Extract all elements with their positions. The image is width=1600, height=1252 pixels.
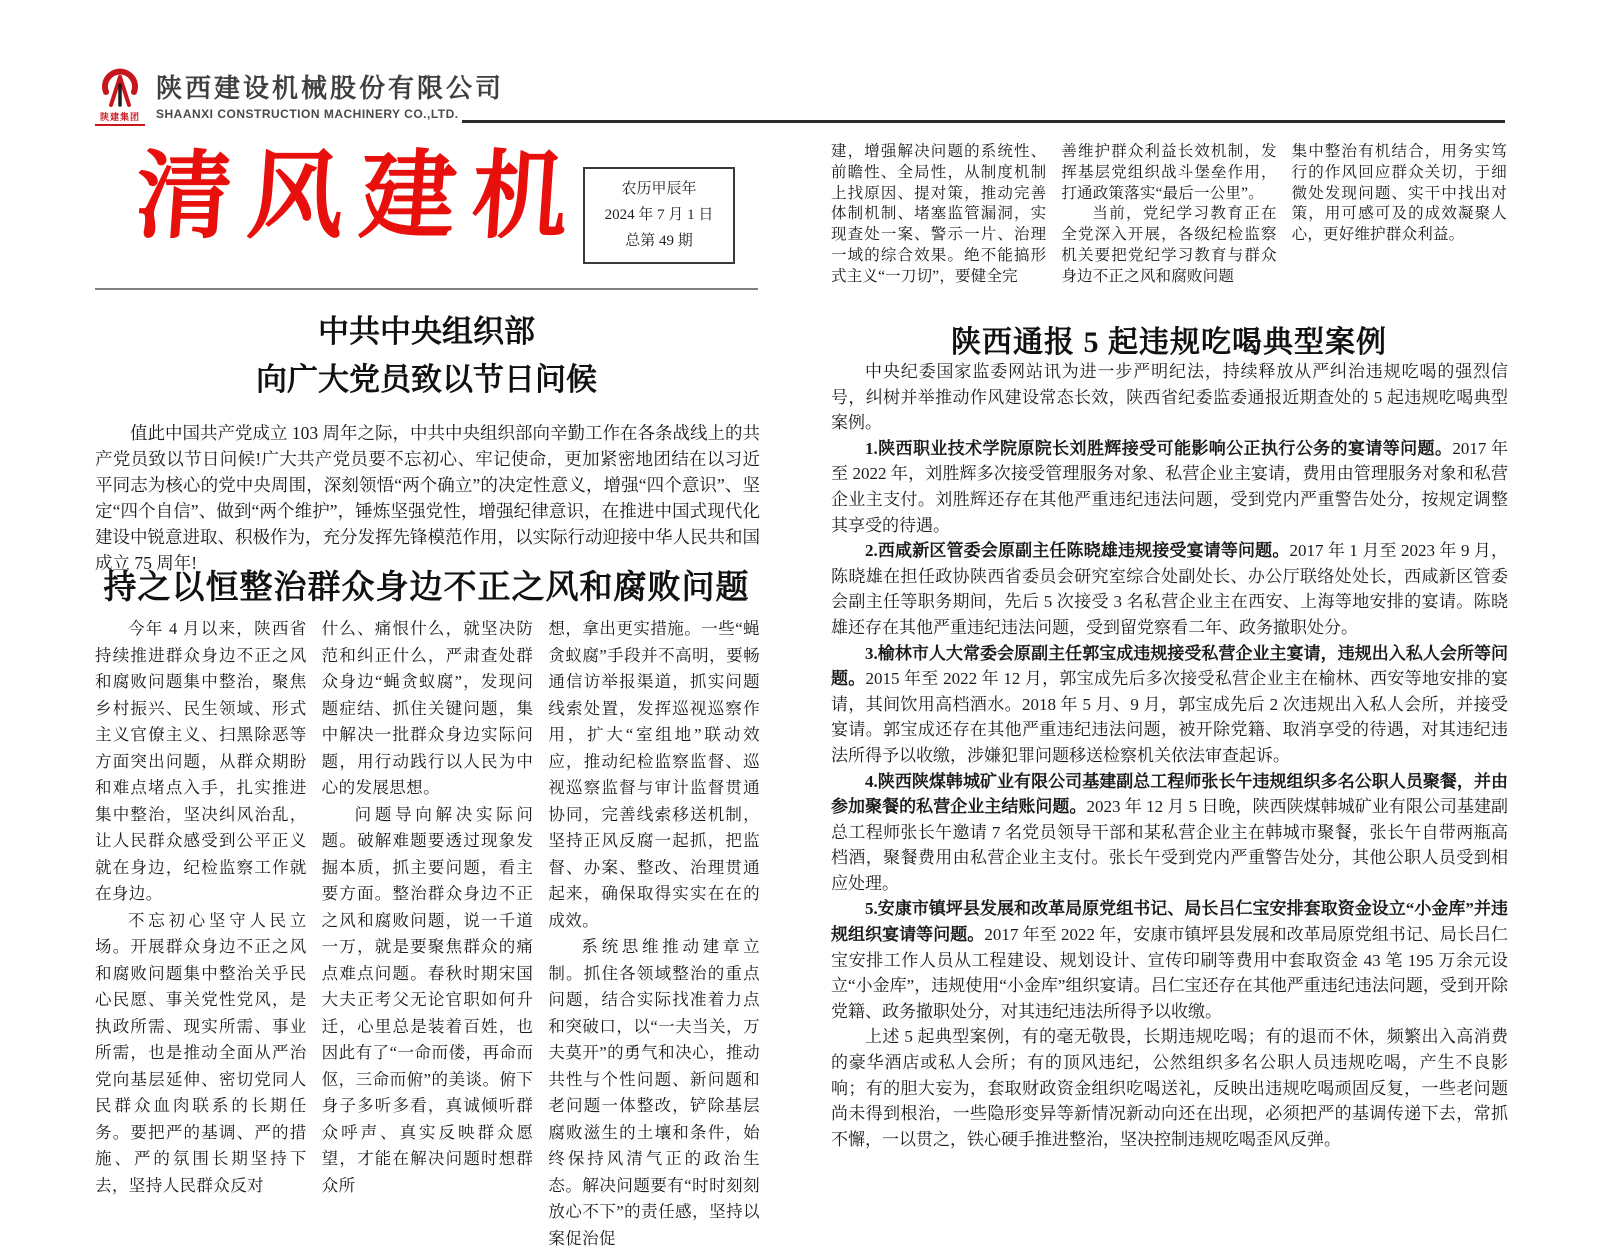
header-divider: [462, 120, 1505, 123]
issue-date: 2024 年 7 月 1 日: [604, 206, 714, 223]
continuation-column-2: [1061, 142, 1276, 288]
article3-title: 陕西通报 5 起违规吃喝典型案例: [951, 326, 1387, 359]
logo-group-label: 陕建集团: [95, 110, 145, 126]
article2-column-1: [95, 616, 307, 1252]
article2-c1-p2: 不忘初心坚守人民立场。开展群众身边不正之风和腐败问题集中整治关乎民心民愿、事关党性党风，是执政所需、现实所需、事业所需，也是推动全面从严治党向基层延伸、密切党同人民群众血肉联系的长期任务。要把严的基调、严的措施、严的氛围长期坚持下去，坚持人民群众反对: [95, 910, 307, 1195]
article2-columns: [95, 616, 760, 1252]
article1-paragraph: 值此中国共产党成立 103 周年之际，中共中央组织部向辛勤工作在各条战线上的共产党员致以节日问候!广大共产党员要不忘初心、牢记使命，更加紧密地团结在以习近平同志为核心的党中央周围，深刻领悟“两个确立”的决定性意义，增强“四个意识”、坚定“四个自信”、做到“两个维护”，锤炼坚强党性，增强纪律意识，在推进中国式现代化建设中锐意进取、积极作为，充分发挥先锋模范作用，以实际行动迎接中华人民共和国成立 75 周年!: [95, 423, 760, 573]
article3-case-5: [831, 896, 1508, 1024]
article1-title-line2: 向广大党员致以节日问候: [256, 362, 597, 398]
company-logo-icon: [95, 68, 145, 110]
case1-lead: 1.陕西职业技术学院原院长刘胜辉接受可能影响公正执行公务的宴请等问题。: [865, 438, 1453, 458]
continuation-column-3: [1292, 142, 1507, 288]
article2-c2-p1: 什么、痛恨什么，就坚决防范和纠正什么，严肃查处群众身边“蝇贪蚁腐”，发现问题症结、抓住关键问题，集中解决一批群众身边实际问题，用行动践行以人民为中心的发展思想。: [321, 619, 534, 797]
case2-body: 2017 年 1 月至 2023 年 9 月，陈晓雄在担任政协陕西省委员会研究室综合处副处长、办公厅联络处处长，西咸新区管委会副主任等职务期间，先后 5 次接受 3 名私营企业主在西安、上海等地安排的宴请。陈晓雄还存在其他严重违纪违法问题，受到留党察看二年、政务撤职处分。: [831, 541, 1509, 637]
case4-body: 2023 年 12 月 5 日晚，陕西陕煤韩城矿业有限公司基建副总工程师张长午邀请 7 名党员领导干部和某私营企业主在韩城市聚餐，张长午自带两瓶高档酒，聚餐费用由私营企业主支付。张长午受到党内严重警告处分，其他公职人员受到相应处理。: [831, 797, 1509, 893]
article1-title-line1: 中共中央组织部: [318, 314, 535, 349]
continuation-c3-p1: 集中整治有机结合，用务实笃行的作风回应群众关切，于细微处发现问题、实干中找出对策，用可感可及的成效凝聚人心，更好维护群众利益。: [1291, 143, 1507, 244]
company-logo-block: [95, 68, 504, 126]
continuation-column-1: [831, 142, 1046, 288]
continuation-c2-p2: 当前，党纪学习教育正在全党深入开展，各级纪检监察机关要把党纪学习教育与群众身边不正之风和腐败问题: [1061, 205, 1277, 285]
company-name-block: [156, 68, 504, 121]
masthead-title: 清风建机: [132, 139, 588, 252]
article3-case-4: [831, 769, 1508, 897]
case5-lead: 5.安康市镇坪县发展和改革局原党组书记、局长吕仁宝安排套取资金设立“小金库”并违规组织宴请等问题。: [831, 899, 1508, 945]
article2-column-3: [548, 616, 760, 1252]
article2-c2-p2: 问题导向解决实际问题。破解难题要透过现象发掘本质，抓主要问题，看主要方面。整治群众身边不正之风和腐败问题，说一千道一万，就是要聚焦群众的痛点难点问题。春秋时期宋国大夫正考父无论官职如何升迁，心里总是装着百姓，也因此有了“一命而偻，再命而伛，三命而俯”的美谈。俯下身子多听多看，真诚倾听群众呼声、真实反映群众愿望，才能在解决问题时想群众所: [321, 804, 534, 1195]
case2-lead: 2.西咸新区管委会原副主任陈晓雄违规接受宴请等问题。: [865, 541, 1290, 561]
article3-body: [831, 359, 1508, 1152]
issue-number: 总第 49 期: [625, 232, 693, 249]
article2-c3-p2: 系统思维推动建章立制。抓住各领域整治的重点问题，结合实际找准着力点和突破口，以“一夫当关，万夫莫开”的勇气和决心，推动共性与个性问题、新问题和老问题一体整改，铲除基层腐败滋生的土壤和条件，始终保持风清气正的政治生态。解决问题要有“时时刻刻放心不下”的责任感，坚持以案促治促: [548, 937, 761, 1248]
case3-lead: 3.榆林市人大常委会原副主任郭宝成违规接受私营企业主宴请，违规出入私人会所等问题。: [831, 643, 1508, 689]
case4-lead: 4.陕西陕煤韩城矿业有限公司基建副总工程师张长午违规组织多名公职人员聚餐，并由参加聚餐的私营企业主结账问题。: [831, 771, 1508, 817]
company-name-cn: 陕西建设机械股份有限公司: [156, 73, 505, 103]
issue-lunar-year: 农历甲辰年: [621, 181, 697, 197]
continuation-c1-p1: 建，增强解决问题的系统性、前瞻性、全局性，从制度机制上找原因、提对策，推动完善体制机制、堵塞监管漏洞，实现查处一案、警示一片、治理一域的综合效果。绝不能搞形式主义“一刀切”，要健全完: [831, 143, 1047, 285]
article2-continuation-columns: [831, 142, 1507, 288]
article2-c3-p1: 想，拿出更实措施。一些“蝇贪蚁腐”手段并不高明，要畅通信访举报渠道，抓实问题线索处置，发挥巡视巡察作用，扩大“室组地”联动效应，推动纪检监察监督、巡视巡察监督与审计监督贯通协同，完善线索移送机制，坚持正风反腐一起抓，把监督、办案、整改、治理贯通起来，确保取得实实在在的成效。: [548, 619, 761, 930]
article2-column-2: [322, 616, 534, 1252]
issue-info-box: [583, 167, 735, 264]
article3-case-3: [831, 641, 1508, 769]
article3-case-1: [831, 436, 1508, 538]
case1-body: 2017 年至 2022 年，刘胜辉多次接受管理服务对象、私营企业主宴请，费用由管理服务对象和私营企业主支付。刘胜辉还存在其他严重违纪违法问题，受到党内严重警告处分，按规定调整其享受的待遇。: [831, 438, 1509, 535]
company-name-en: SHAANXI CONSTRUCTION MACHINERY CO.,LTD.: [156, 107, 459, 121]
article3-intro: 中央纪委国家监委网站讯为进一步严明纪法，持续释放从严纠治违规吃喝的强烈信号，纠树并举推动作风建设常态长效，陕西省纪委监委通报近期查处的 5 起违规吃喝典型案例。: [831, 362, 1508, 433]
article1-body: [95, 420, 760, 576]
case5-body: 2017 年至 2022 年，安康市镇坪县发展和改革局原党组书记、局长吕仁宝安排工作人员从工程建设、规划设计、宣传印刷等费用中套取资金 43 笔 195 万余元设立“小金库”，违规使用“小金库”组织宴请。吕仁宝还存在其他严重违纪违法问题，受到开除党籍、政务撤职处分，对其违纪违法所得予以收缴。: [831, 925, 1509, 1021]
article2-title: 持之以恒整治群众身边不正之风和腐败问题: [103, 570, 750, 606]
continuation-c2-p1: 善维护群众利益长效机制，发挥基层党组织战斗堡垒作用，打通政策落实“最后一公里”。: [1061, 143, 1277, 202]
article2-c1-p1: 今年 4 月以来，陕西省持续推进群众身边不正之风和腐败问题集中整治，聚焦乡村振兴、民生领域、形式主义官僚主义、扫黑除恶等方面突出问题，从群众期盼和难点堵点入手，扎实推进集中整治，坚决纠风治乱，让人民群众感受到公平正义就在身边，纪检监察工作就在身边。: [95, 619, 307, 903]
article3-case-2: [831, 538, 1508, 640]
masthead-divider: [95, 288, 758, 290]
article1-title: [95, 308, 758, 404]
company-logo: [95, 68, 145, 126]
article3-closing: 上述 5 起典型案例，有的毫无敬畏，长期违规吃喝；有的退而不休，频繁出入高消费的豪华酒店或私人会所；有的顶风违纪，公然组织多名公职人员违规吃喝，产生不良影响；有的胆大妄为，套取财政资金组织吃喝送礼，反映出违规吃喝顽固反复，一些老问题尚未得到根治，一些隐形变异等新情况新动向还在出现，必须把严的基调传递下去，常抓不懈，一以贯之，铁心硬手推进整治，坚决控制违规吃喝歪风反弹。: [831, 1027, 1508, 1149]
case3-body: 2015 年至 2022 年 12 月，郭宝成先后多次接受私营企业主在榆林、西安等地安排的宴请，其间饮用高档酒水。2018 年 5 月、9 月，郭宝成先后 2 次违规出入私人会所，并接受宴请。郭宝成还存在其他严重违纪违法问题，被开除党籍、取消享受的待遇，对其违纪违法所得予以收缴，涉嫌犯罪问题移送检察机关依法审查起诉。: [831, 669, 1509, 765]
